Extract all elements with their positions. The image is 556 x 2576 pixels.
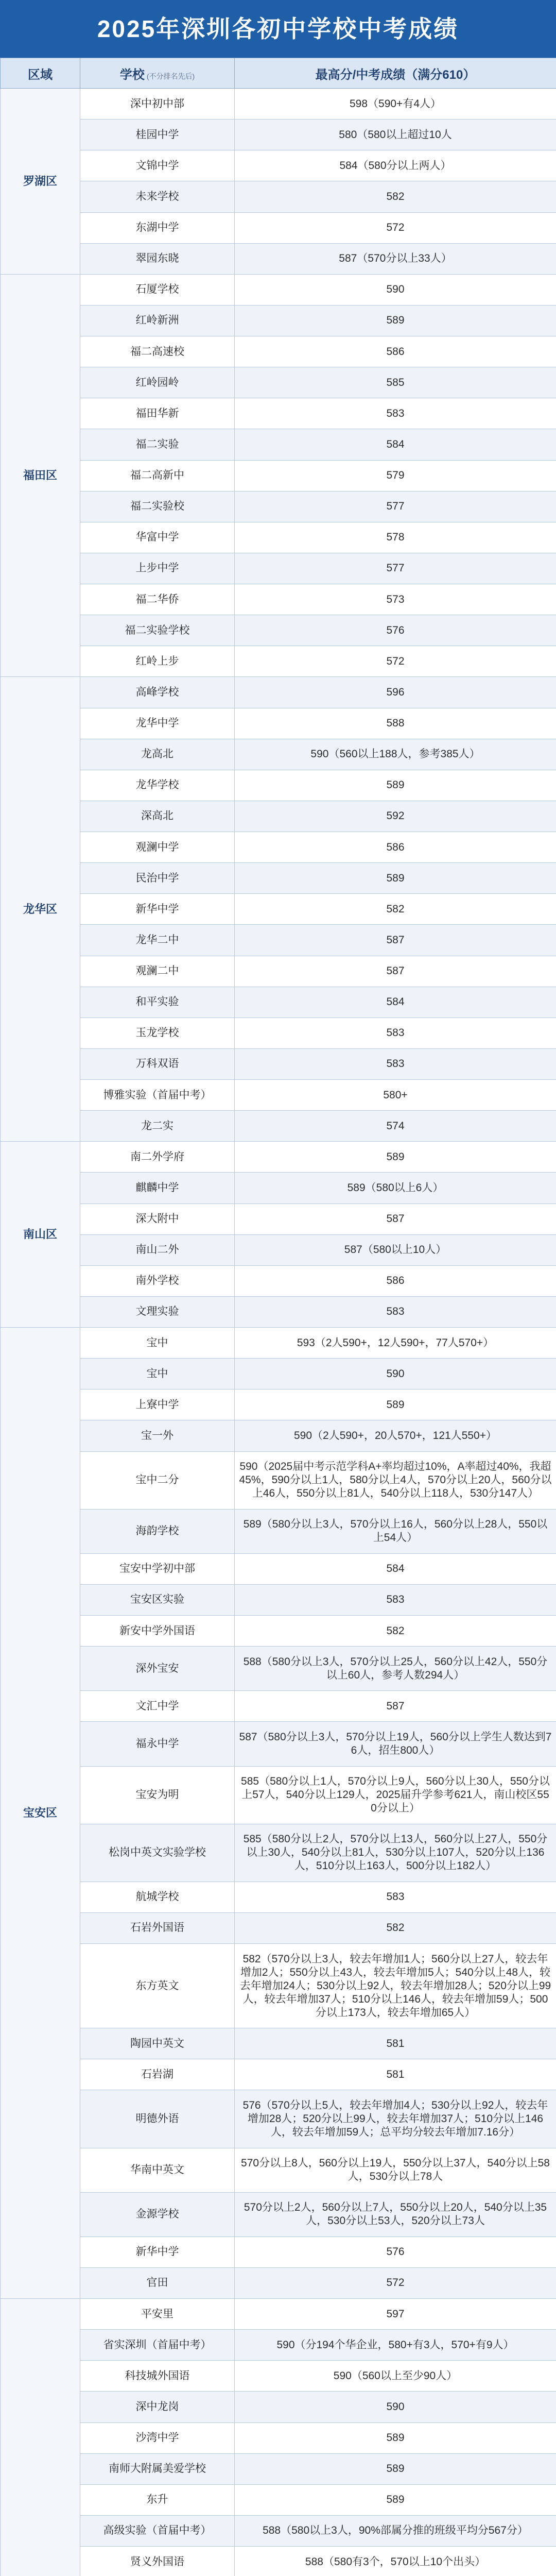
score-cell: 572	[235, 646, 556, 677]
score-cell: 582	[235, 1912, 556, 1943]
table-row	[1, 2515, 556, 2546]
header-district: 区域	[1, 58, 80, 89]
table-row	[1, 987, 556, 1018]
score-cell: 584	[235, 429, 556, 460]
school-cell: 福二实验校	[80, 491, 235, 522]
school-cell: 华富中学	[80, 522, 235, 553]
school-cell: 宝安中学初中部	[80, 1553, 235, 1584]
school-cell: 航城学校	[80, 1882, 235, 1912]
table-row	[1, 1204, 556, 1234]
score-cell: 581	[235, 2028, 556, 2059]
school-cell: 高峰学校	[80, 677, 235, 708]
table-row	[1, 1018, 556, 1048]
school-cell: 陶园中英文	[80, 2028, 235, 2059]
score-cell: 590（2025届中考示范学科A+率均超过10%，A率超过40%，我超45%，590分以上1人，580分以上4人，570分以上20人，560分以上46人，550分以上81人，540分以上118人，530分147人）	[235, 1451, 556, 1509]
table-row	[1, 460, 556, 491]
score-cell: 572	[235, 2267, 556, 2298]
school-cell: 文理实验	[80, 1296, 235, 1327]
school-cell: 官田	[80, 2267, 235, 2298]
score-cell: 593（2人590+，12人590+，77人570+）	[235, 1328, 556, 1359]
school-cell: 桂园中学	[80, 120, 235, 150]
score-cell: 589	[235, 770, 556, 801]
school-cell: 红岭上步	[80, 646, 235, 677]
score-cell: 586	[235, 1265, 556, 1296]
score-cell: 587（580以上10人）	[235, 1234, 556, 1265]
score-cell: 587	[235, 956, 556, 987]
score-cell: 583	[235, 1882, 556, 1912]
table-row	[1, 553, 556, 584]
table-row	[1, 2028, 556, 2059]
school-cell: 宝一外	[80, 1420, 235, 1451]
score-cell: 583	[235, 1018, 556, 1048]
table-row	[1, 925, 556, 956]
district-cell: 罗湖区	[1, 89, 80, 275]
table-row	[1, 646, 556, 677]
score-cell: 584（580分以上两人）	[235, 150, 556, 181]
district-cell: 南山区	[1, 1142, 80, 1328]
school-cell: 龙二实	[80, 1111, 235, 1142]
score-cell: 582（570分以上3人，较去年增加1人；560分以上27人，较去年增加2人；550分以上43人，较去年增加5人；540分以上48人，较去年增加24人；530分以上92人，较去年增加28人；520分以上99人，较去年增加37人；510分以上146人，较去年增加59人；500分以上173人，较去年增加65人）	[235, 1944, 556, 2028]
table-row	[1, 1824, 556, 1882]
score-cell: 586	[235, 336, 556, 367]
table-row	[1, 1451, 556, 1509]
school-cell: 新安中学外国语	[80, 1616, 235, 1647]
school-cell: 省实深圳（首届中考）	[80, 2330, 235, 2361]
table-row	[1, 863, 556, 894]
school-cell: 福田华新	[80, 398, 235, 429]
header-school-note: (不分排名先后)	[146, 72, 195, 80]
table-row	[1, 1882, 556, 1912]
school-cell: 福二实验学校	[80, 615, 235, 646]
score-cell: 580+	[235, 1080, 556, 1111]
school-cell: 新华中学	[80, 2236, 235, 2267]
table-row	[1, 522, 556, 553]
school-cell: 深外宝安	[80, 1647, 235, 1691]
score-cell: 570分以上2人，560分以上7人，550分以上20人，540分以上35人，530分以上53人，520分以上73人	[235, 2192, 556, 2236]
school-cell: 龙华中学	[80, 708, 235, 739]
table-row	[1, 2090, 556, 2148]
table-row	[1, 2422, 556, 2453]
school-cell: 深高北	[80, 801, 235, 832]
table-row	[1, 243, 556, 274]
school-cell: 文锦中学	[80, 150, 235, 181]
score-cell: 587	[235, 925, 556, 956]
score-cell: 589	[235, 2422, 556, 2453]
table-row	[1, 1616, 556, 1647]
table-row	[1, 305, 556, 336]
table-row	[1, 181, 556, 212]
score-cell: 576	[235, 2236, 556, 2267]
score-cell: 583	[235, 1296, 556, 1327]
score-cell: 590（560以上188人，参考385人）	[235, 739, 556, 770]
school-cell: 上步中学	[80, 553, 235, 584]
table-row	[1, 429, 556, 460]
score-cell: 588（580分以上3人，570分以上25人，560分以上42人，550分以上60人，参考人数294人）	[235, 1647, 556, 1691]
score-cell: 587	[235, 1204, 556, 1234]
table-row	[1, 832, 556, 863]
score-cell: 587（570分以上33人）	[235, 243, 556, 274]
school-cell: 民治中学	[80, 863, 235, 894]
score-cell: 589	[235, 305, 556, 336]
table-row	[1, 1553, 556, 1584]
school-cell: 宝安区实验	[80, 1584, 235, 1615]
score-cell: 583	[235, 1584, 556, 1615]
score-cell: 592	[235, 801, 556, 832]
table-row	[1, 212, 556, 243]
school-cell: 东湖中学	[80, 212, 235, 243]
score-cell: 589（580以上6人）	[235, 1173, 556, 1204]
score-cell: 582	[235, 181, 556, 212]
school-cell: 海韵学校	[80, 1509, 235, 1553]
score-cell: 582	[235, 894, 556, 925]
table-row	[1, 367, 556, 398]
school-cell: 文汇中学	[80, 1691, 235, 1722]
table-row	[1, 739, 556, 770]
table-row	[1, 2484, 556, 2515]
score-cell: 589	[235, 863, 556, 894]
score-cell: 586	[235, 832, 556, 863]
table-row	[1, 2547, 556, 2576]
school-cell: 红岭新洲	[80, 305, 235, 336]
score-cell: 587	[235, 1691, 556, 1722]
header-school	[80, 58, 235, 89]
school-cell: 龙华二中	[80, 925, 235, 956]
table-row	[1, 1296, 556, 1327]
table-body	[1, 89, 556, 2576]
score-cell: 590	[235, 1359, 556, 1389]
table-row	[1, 2148, 556, 2192]
school-cell: 福二高速校	[80, 336, 235, 367]
school-cell: 南山二外	[80, 1234, 235, 1265]
school-cell: 石厦学校	[80, 274, 235, 305]
school-cell: 金源学校	[80, 2192, 235, 2236]
school-cell: 玉龙学校	[80, 1018, 235, 1048]
score-cell: 590	[235, 2392, 556, 2422]
school-cell: 福二高新中	[80, 460, 235, 491]
score-cell: 589	[235, 2453, 556, 2484]
table-row	[1, 615, 556, 646]
table-row	[1, 1328, 556, 1359]
table-row	[1, 2267, 556, 2298]
table-row	[1, 120, 556, 150]
school-cell: 红岭园岭	[80, 367, 235, 398]
score-table	[0, 58, 556, 2576]
score-cell: 588（580以上3人，90%部属分推的班级平均分567分）	[235, 2515, 556, 2546]
table-row	[1, 1912, 556, 1943]
school-cell: 石岩外国语	[80, 1912, 235, 1943]
score-cell: 572	[235, 212, 556, 243]
school-cell: 科技城外国语	[80, 2361, 235, 2392]
school-cell: 龙华学校	[80, 770, 235, 801]
school-cell: 平安里	[80, 2299, 235, 2330]
school-cell: 宝安为明	[80, 1766, 235, 1824]
score-cell: 589	[235, 1389, 556, 1420]
table-row	[1, 894, 556, 925]
school-cell: 宝中	[80, 1359, 235, 1389]
score-cell: 588（580有3个，570以上10个出头）	[235, 2547, 556, 2576]
score-cell: 582	[235, 1616, 556, 1647]
table-row	[1, 1265, 556, 1296]
header-school-label: 学校	[119, 67, 145, 82]
school-cell: 万科双语	[80, 1048, 235, 1079]
school-cell: 南外学校	[80, 1265, 235, 1296]
score-cell: 574	[235, 1111, 556, 1142]
table-row	[1, 2059, 556, 2090]
score-cell: 570分以上8人，560分以上19人，550分以上37人，540分以上58人，530分以上78人	[235, 2148, 556, 2192]
table-row	[1, 2392, 556, 2422]
school-cell: 龙高北	[80, 739, 235, 770]
score-cell: 589	[235, 2484, 556, 2515]
score-cell: 579	[235, 460, 556, 491]
school-cell: 高级实验（首届中考）	[80, 2515, 235, 2546]
table-row	[1, 956, 556, 987]
school-cell: 南二外学府	[80, 1142, 235, 1173]
score-cell: 577	[235, 553, 556, 584]
table-row	[1, 1142, 556, 1173]
table-row	[1, 584, 556, 615]
score-cell: 590	[235, 274, 556, 305]
table-row	[1, 1080, 556, 1111]
table-row	[1, 2453, 556, 2484]
school-cell: 观澜二中	[80, 956, 235, 987]
district-cell: 福田区	[1, 274, 80, 677]
score-cell: 587（580分以上3人，570分以上19人，560分以上学生人数达到76人，招生800人）	[235, 1722, 556, 1766]
score-cell: 583	[235, 1048, 556, 1079]
school-cell: 宝中	[80, 1328, 235, 1359]
school-cell: 福二实验	[80, 429, 235, 460]
score-cell: 581	[235, 2059, 556, 2090]
score-cell: 598（590+有4人）	[235, 89, 556, 120]
school-cell: 深中初中部	[80, 89, 235, 120]
score-cell: 584	[235, 987, 556, 1018]
page-title: 2025年深圳各初中学校中考成绩	[0, 0, 556, 58]
score-cell: 576	[235, 615, 556, 646]
table-row	[1, 2361, 556, 2392]
school-cell: 和平实验	[80, 987, 235, 1018]
table-row	[1, 1048, 556, 1079]
table-row	[1, 1766, 556, 1824]
score-cell: 588	[235, 708, 556, 739]
table-row	[1, 1359, 556, 1389]
school-cell: 石岩湖	[80, 2059, 235, 2090]
score-cell: 583	[235, 398, 556, 429]
score-cell: 585（580分以上1人，570分以上9人，560分以上30人，550分以上57人，540分以上129人，2025届升学参考621人，南山校区550分以上）	[235, 1766, 556, 1824]
table-row	[1, 677, 556, 708]
school-cell: 深中龙岗	[80, 2392, 235, 2422]
table-row	[1, 1647, 556, 1691]
score-cell: 589	[235, 1142, 556, 1173]
header-score: 最高分/中考成绩（满分610）	[235, 58, 556, 89]
table-row	[1, 801, 556, 832]
school-cell: 未来学校	[80, 181, 235, 212]
table-row	[1, 1509, 556, 1553]
score-cell: 578	[235, 522, 556, 553]
table-row	[1, 336, 556, 367]
score-cell: 577	[235, 491, 556, 522]
score-cell: 590（分194个华企业，580+有3人，570+有9人）	[235, 2330, 556, 2361]
school-cell: 明德外语	[80, 2090, 235, 2148]
school-cell: 宝中二分	[80, 1451, 235, 1509]
score-cell: 580（580以上超过10人	[235, 120, 556, 150]
table-row	[1, 2192, 556, 2236]
school-cell: 松岗中英文实验学校	[80, 1824, 235, 1882]
score-cell: 596	[235, 677, 556, 708]
table-row	[1, 1111, 556, 1142]
score-cell: 589（580分以上3人，570分以上16人，560分以上28人，550以上54人）	[235, 1509, 556, 1553]
table-row	[1, 2330, 556, 2361]
table-row	[1, 2299, 556, 2330]
table-row	[1, 274, 556, 305]
school-cell: 东升	[80, 2484, 235, 2515]
table-row	[1, 1944, 556, 2028]
district-cell	[1, 2299, 80, 2576]
school-cell: 深大附中	[80, 1204, 235, 1234]
table-row	[1, 1389, 556, 1420]
school-cell: 沙湾中学	[80, 2422, 235, 2453]
school-cell: 观澜中学	[80, 832, 235, 863]
school-cell: 福永中学	[80, 1722, 235, 1766]
school-cell: 福二华侨	[80, 584, 235, 615]
table-row	[1, 708, 556, 739]
score-cell: 597	[235, 2299, 556, 2330]
school-cell: 翠园东晓	[80, 243, 235, 274]
district-cell: 龙华区	[1, 677, 80, 1142]
score-cell: 584	[235, 1553, 556, 1584]
header-row	[1, 58, 556, 89]
table-row	[1, 150, 556, 181]
table-row	[1, 1234, 556, 1265]
district-cell: 宝安区	[1, 1328, 80, 2299]
school-cell: 麒麟中学	[80, 1173, 235, 1204]
school-cell: 华南中英文	[80, 2148, 235, 2192]
table-row	[1, 89, 556, 120]
school-cell: 上寮中学	[80, 1389, 235, 1420]
table-row	[1, 1722, 556, 1766]
table-row	[1, 398, 556, 429]
table-row	[1, 770, 556, 801]
school-cell: 新华中学	[80, 894, 235, 925]
table-row	[1, 1173, 556, 1204]
score-cell: 590（2人590+，20人570+，121人550+）	[235, 1420, 556, 1451]
table-row	[1, 1420, 556, 1451]
score-cell: 573	[235, 584, 556, 615]
score-cell: 576（570分以上5人，较去年增加4人；530分以上92人，较去年增加28人；520分以上99人，较去年增加37人；510分以上146人，较去年增加59人；总平均分较去年增加7.16分）	[235, 2090, 556, 2148]
school-cell: 贤义外国语	[80, 2547, 235, 2576]
score-cell: 585	[235, 367, 556, 398]
table-row	[1, 1584, 556, 1615]
score-cell: 590（560以上至少90人）	[235, 2361, 556, 2392]
table-row	[1, 2236, 556, 2267]
score-cell: 585（580分以上2人，570分以上13人，560分以上27人，550分以上30人，540分以上81人，530分以上107人，520分以上136人，510分以上163人，500分以上182人）	[235, 1824, 556, 1882]
table-row	[1, 491, 556, 522]
school-cell: 南师大附属美爱学校	[80, 2453, 235, 2484]
table-row	[1, 1691, 556, 1722]
school-cell: 东方英文	[80, 1944, 235, 2028]
school-cell: 博雅实验（首届中考）	[80, 1080, 235, 1111]
